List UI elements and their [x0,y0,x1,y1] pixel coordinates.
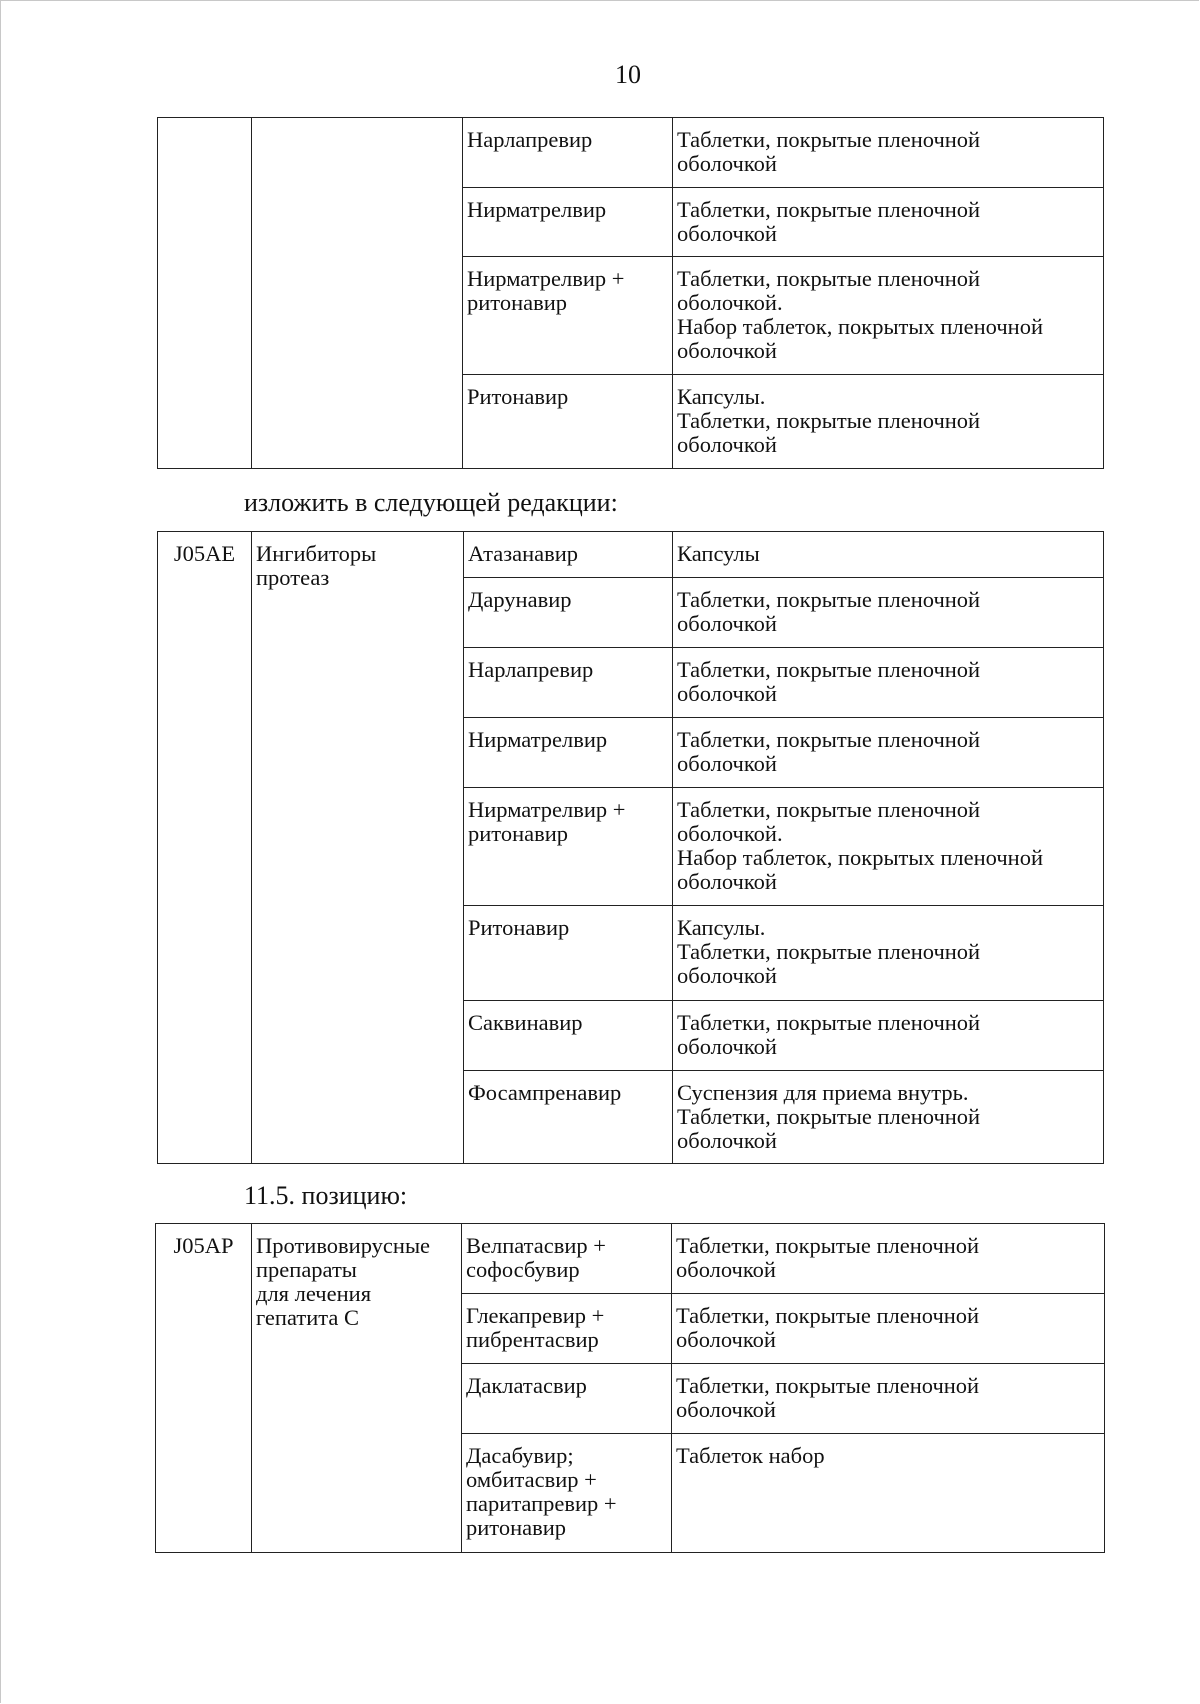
table-j05ae [157,531,1104,1164]
drug-cell: Нирматрелвир [464,718,673,788]
drug-cell: Дасабувир; омбитасвир + паритапревир + ритонавир [462,1434,672,1553]
form-cell: Таблетки, покрытые пленочной оболочкой [673,1001,1104,1071]
table-j05ap [155,1223,1105,1553]
form-cell: Таблетки, покрытые пленочной оболочкой [673,188,1104,257]
drug-cell: Нирматрелвир + ритонавир [463,257,673,375]
paragraph-text: 11.5. позицию: [244,1181,408,1210]
drug-cell: Ритонавир [463,375,673,469]
group-cell: Противовирусные препараты для лечения гепатита С [252,1224,462,1553]
drug-cell: Велпатасвир + софосбувир [462,1224,672,1294]
group-cell: Ингибиторы протеаз [252,532,464,1164]
code-cell [158,118,252,469]
form-cell: Таблетки, покрытые пленочной оболочкой [672,1294,1105,1364]
drug-cell: Ритонавир [464,906,673,1001]
drug-cell: Нирматрелвир [463,188,673,257]
table-top [157,117,1104,469]
drug-cell: Глекапревир + пибрентасвир [462,1294,672,1364]
form-cell: Таблетки, покрытые пленочной оболочкой [672,1224,1105,1294]
form-cell: Таблетки, покрытые пленочной оболочкой. Набор таблеток, покрытых пленочной оболочкой [673,257,1104,375]
atc-code-cell: J05AE [158,532,252,1164]
table-row [158,532,1104,578]
drug-cell: Нарлапревир [464,648,673,718]
form-cell: Таблетки, покрытые пленочной оболочкой [673,648,1104,718]
paragraph-text: изложить в следующей редакции: [244,488,618,517]
group-cell [252,118,463,469]
form-cell: Таблетки, покрытые пленочной оболочкой [673,118,1104,188]
drug-cell: Нарлапревир [463,118,673,188]
form-cell: Таблеток набор [672,1434,1105,1553]
drug-cell: Фосампренавир [464,1071,673,1164]
form-cell: Капсулы. Таблетки, покрытые пленочной оболочкой [673,906,1104,1001]
drug-cell: Саквинавир [464,1001,673,1071]
drug-cell: Даклатасвир [462,1364,672,1434]
atc-code-cell: J05AP [156,1224,252,1553]
table-row [158,118,1104,188]
form-cell: Суспензия для приема внутрь. Таблетки, покрытые пленочной оболочкой [673,1071,1104,1164]
form-cell: Таблетки, покрытые пленочной оболочкой [673,578,1104,648]
drug-cell: Атазанавир [464,532,673,578]
form-cell: Таблетки, покрытые пленочной оболочкой. Набор таблеток, покрытых пленочной оболочкой [673,788,1104,906]
form-cell: Таблетки, покрытые пленочной оболочкой [673,718,1104,788]
form-cell: Капсулы. Таблетки, покрытые пленочной оболочкой [673,375,1104,469]
drug-cell: Дарунавир [464,578,673,648]
form-cell: Таблетки, покрытые пленочной оболочкой [672,1364,1105,1434]
table-row [156,1224,1105,1294]
form-cell: Капсулы [673,532,1104,578]
page-number: 10 [615,60,641,89]
drug-cell: Нирматрелвир + ритонавир [464,788,673,906]
